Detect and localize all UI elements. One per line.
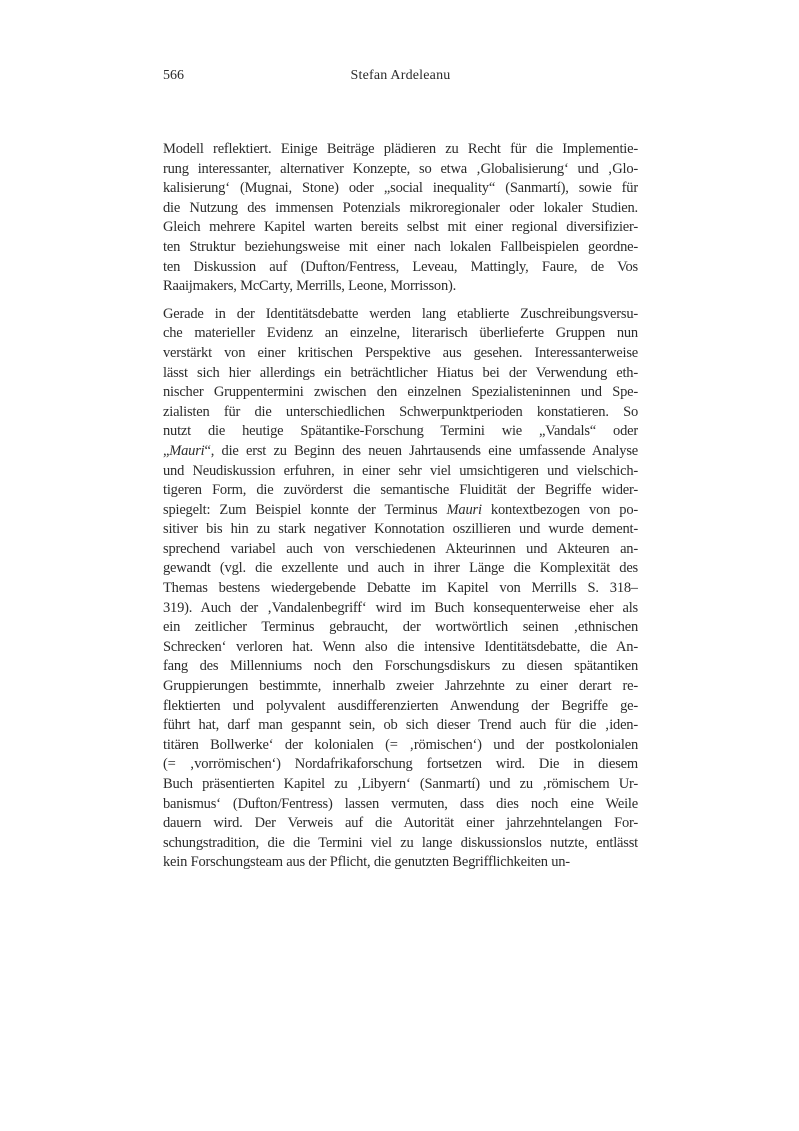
text-line: verstärkt von einer kritischen Perspektive aus gesehen. Interessanterweise bbox=[163, 344, 638, 361]
text-line: sprechend variabel auch von verschiedenen Akteurinnen und Akteuren an- bbox=[163, 540, 638, 557]
text-line: Modell reflektiert. Einige Beiträge plädieren zu Recht für die Implementie- bbox=[163, 141, 638, 157]
running-header bbox=[163, 68, 638, 86]
text-line: spiegelt: Zum Beispiel konnte der Terminus Mauri kontextbezogen von po- bbox=[163, 501, 638, 518]
text-line: gewandt (vgl. die exzellente und auch in ihrer Länge die Komplexität des bbox=[163, 560, 638, 577]
text-line: Buch präsentierten Kapitel zu ‚Libyern‘ (Sanmartí) und zu ‚römischem Ur- bbox=[163, 776, 638, 792]
text-line: ten Struktur beziehungsweise mit einer nach lokalen Fallbeispielen geordne- bbox=[163, 238, 638, 255]
text-line: fang des Millenniums noch den Forschungsdiskurs zu diesen spätantiken bbox=[163, 658, 638, 675]
text-line: lässt sich hier allerdings ein beträchtlicher Hiatus bei der Verwendung eth- bbox=[163, 364, 638, 381]
text-line: zialisten für die unterschiedlichen Schwerpunktperioden konstatieren. So bbox=[163, 403, 638, 420]
text-line: Gruppierungen bestimmte, innerhalb zweier Jahrzehnte zu einer derart re- bbox=[163, 678, 638, 695]
page-number: 566 bbox=[163, 68, 184, 83]
running-header-author: Stefan Ardeleanu bbox=[350, 68, 451, 83]
text-line: banismus‘ (Dufton/Fentress) lassen vermuten, dass dies noch eine Weile bbox=[163, 795, 638, 812]
text-line: nutzt die heutige Spätantike-Forschung Termini wie „Vandals“ oder bbox=[163, 423, 638, 440]
text-line: nischer Gruppentermini zwischen den einzelnen Spezialisteninnen und Spe- bbox=[163, 384, 638, 401]
text-line: Themas bestens wiedergebende Debatte im Kapitel von Merrills S. 318– bbox=[163, 580, 638, 597]
text-line: schungstradition, die die Termini viel zu lange diskussionslos nutzte, entlässt bbox=[163, 834, 638, 851]
paragraph bbox=[163, 305, 638, 873]
text-line: die Nutzung des immensen Potenzials mikroregionaler oder lokaler Studien. bbox=[163, 199, 638, 216]
text-line: flektierten und polyvalent ausdifferenzierten Anwendung der Begriffe ge- bbox=[163, 697, 638, 714]
text-line: Schrecken‘ verloren hat. Wenn also die intensive Identitätsdebatte, die An- bbox=[163, 638, 638, 655]
text-line: Gerade in der Identitätsdebatte werden lang etablierte Zuschreibungsversu- bbox=[163, 305, 638, 322]
paragraph bbox=[163, 140, 638, 297]
text-line: ein zeitlicher Terminus gebraucht, der wortwörtlich seinen ‚ethnischen bbox=[163, 619, 638, 636]
text-line: kalisierung‘ (Mugnai, Stone) oder „social inequality“ (Sanmartí), sowie für bbox=[163, 180, 638, 197]
text-line: (= ‚vorrömischen‘) Nordafrikaforschung fortsetzen wird. Die in diesem bbox=[163, 756, 638, 773]
text-line: tigeren Form, die zuvörderst die semantische Fluidität der Begriffe wider- bbox=[163, 482, 638, 499]
text-line: „Mauri“, die erst zu Beginn des neuen Jahrtausends eine umfassende Analyse bbox=[163, 442, 638, 459]
text-line: titären Bollwerke‘ der kolonialen (= ‚römischen‘) und der postkolonialen bbox=[163, 736, 638, 753]
page-body bbox=[163, 140, 638, 873]
text-line: Raaijmakers, McCarty, Merrills, Leone, Morrisson). bbox=[163, 278, 457, 295]
text-line: kein Forschungsteam aus der Pflicht, die genutzten Begrifflichkeiten un- bbox=[163, 854, 570, 871]
text-line: führt hat, darf man gespannt sein, ob sich dieser Trend auch für die ‚iden- bbox=[163, 717, 638, 734]
text-line: rung interessanter, alternativer Konzepte, so etwa ‚Globalisierung‘ und ‚Glo- bbox=[163, 160, 638, 177]
text-line: ten Diskussion auf (Dufton/Fentress, Leveau, Mattingly, Faure, de Vos bbox=[163, 258, 638, 275]
text-line: 319). Auch der ‚Vandalenbegriff‘ wird im Buch konsequenterweise eher als bbox=[163, 599, 638, 616]
text-line: Gleich mehrere Kapitel warten bereits selbst mit einer regional diversifizier- bbox=[163, 219, 638, 236]
text-line: sitiver bis hin zu stark negativer Konnotation oszillieren und wurde dement- bbox=[163, 521, 638, 538]
text-line: und Neudiskussion erfuhren, in einer sehr viel umsichtigeren und vielschich- bbox=[163, 462, 638, 479]
text-line: che materieller Evidenz an einzelne, literarisch überlieferte Gruppen nun bbox=[163, 325, 638, 342]
text-line: dauern wird. Der Verweis auf die Autorität einer jahrzehntelangen For- bbox=[163, 815, 638, 832]
